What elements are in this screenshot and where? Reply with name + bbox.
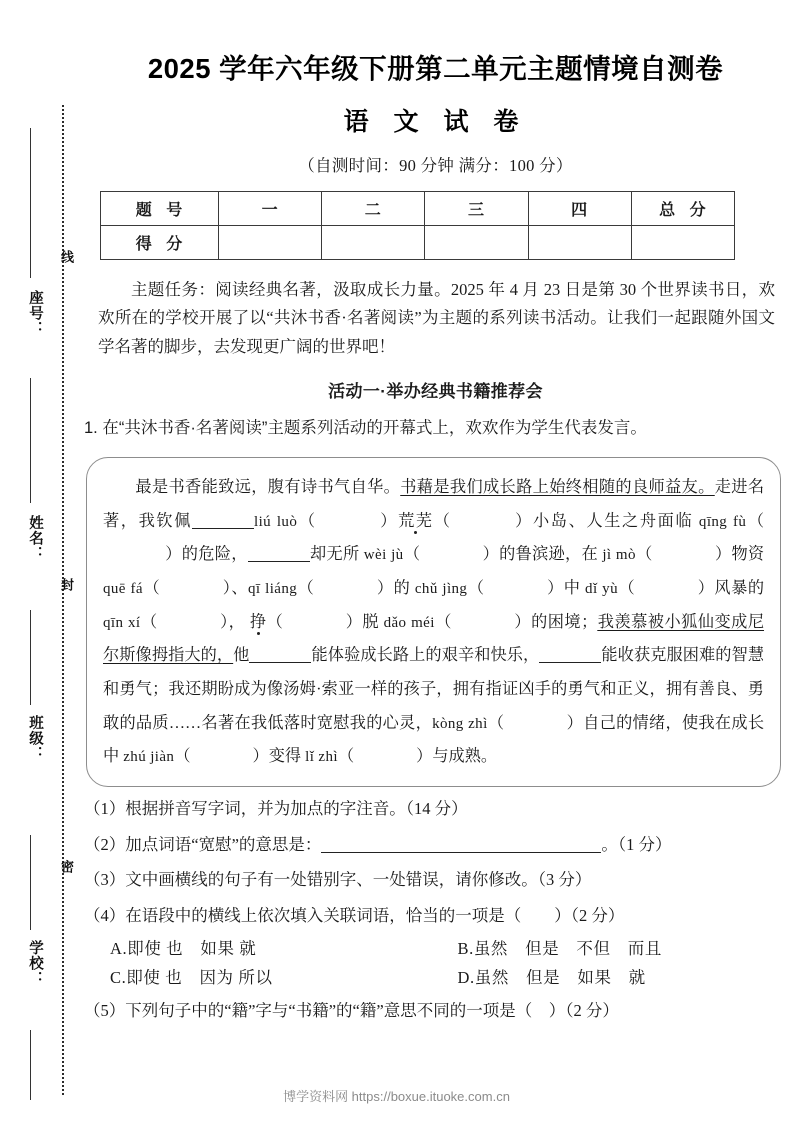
passage-text: 最是书香能致远，腹有诗书气自华。书藉是我们成长路上始终相随的良师益友。走进名著，我钦佩 liú luò（ ）荒芜（ ）小岛、人生之舟面临 qīng fù（）的危险， 却无所 wèi jù（ ）的鲁滨逊，在 jì mò（ ）物资 quē fá（ ）、qī liáng（ ）的 chǔ jìng（ ）中 dǐ yù（ ）风暴的 qīn xí（ ）， 挣（ ）脱 dǎo méi（ ）的困境；我羡慕被小狐仙变成尼尔斯像拇指大的，他 能体验成长路上的艰辛和快乐， 能收获克服困难的智慧和勇气；我还期盼成为像汤姆·索亚一样的孩子，拥有指证凶手的勇气和正义，拥有善良、勇敢的品质……名著在我低落时宽慰我的心灵，kòng zhì（ ）自己的情绪，使我在成长中 zhú jiàn（ ）变得 lǐ zhì（ ）与成熟。: [103, 477, 765, 766]
exam-note: （自测时间：90 分钟 满分：100 分）: [298, 156, 573, 175]
score-cell-2[interactable]: [322, 226, 425, 260]
passage-text-tuo: 脱: [362, 612, 380, 631]
pinyin-liuluo: liú luò: [254, 513, 298, 530]
sub-question-5: （5）下列句子中的“籍”字与“书籍”的“籍”意思不同的一项是（ ）（2 分）: [84, 1000, 619, 1020]
footer-watermark: 博学资料网 https://boxue.ituoke.com.cn: [283, 1089, 510, 1104]
pinyin-lizhi: lǐ zhì: [305, 749, 338, 766]
score-cell-total[interactable]: [631, 226, 734, 260]
score-table: [100, 191, 735, 260]
passage-blank-1[interactable]: [192, 528, 254, 529]
subject-title: 语 文 试 卷: [343, 108, 528, 136]
passage-text-nengshouhuo: 能收获克服困难的智慧和勇气；我还期盼成为像汤姆·索亚一样的孩子，拥有指证凶手的勇气和正义，拥有善良、勇敢的品质……名著在我低落时宽慰我的心灵，: [103, 646, 765, 732]
passage-text-kunjing: 的困境；: [531, 612, 598, 631]
pinyin-chujing: chǔ jìng: [414, 580, 468, 597]
passage-underlined-1: 书藉是我们成长路上始终相随的良师益友。: [400, 477, 715, 496]
table-row-question-numbers: [101, 192, 735, 226]
sub-question-3: （3）文中画横线的句子有一处错别字、一处错误，请你修改。（3 分）: [84, 870, 592, 890]
score-table-col-4: 四: [528, 192, 631, 226]
passage-box: [86, 457, 781, 787]
passage-blank-3[interactable]: [249, 662, 311, 663]
pinyin-jimo: jì mò: [602, 547, 636, 564]
pinyin-kongzhi: kòng zhì: [432, 715, 488, 732]
seal-char-feng: 封: [59, 578, 74, 591]
seal-rule-1: [30, 128, 31, 278]
score-table-label-question: 题 号: [101, 192, 219, 226]
seal-char-xian: 线: [59, 250, 74, 263]
score-table-label-score: 得 分: [101, 226, 219, 260]
option-b[interactable]: B.虽然 但是 不但 而且: [457, 938, 662, 958]
page-title: 2025 学年六年级下册第二单元主题情境自测卷: [147, 53, 724, 84]
passage-sentence-3: 走进名著，我钦佩: [103, 477, 765, 530]
pinyin-quefa: quē fá: [103, 580, 143, 597]
sub-question-4: （4）在语段中的横线上依次填入关联词语，恰当的一项是（ ）（2 分）: [84, 906, 625, 926]
passage-text-ziji: 自己的情绪，使我在成长中: [103, 713, 765, 766]
passage-text-xiaodao: 小岛、人生之舟面临: [532, 511, 694, 530]
seal-rule-2: [30, 378, 31, 503]
pinyin-qinxi: qīn xí: [103, 614, 141, 631]
score-table-col-total: 总 分: [631, 192, 734, 226]
passage-text-lubinxun: 的鲁滨逊，在: [499, 545, 598, 564]
passage-sentence-1: 最是书香能致远，腹有诗书气自华。: [135, 477, 401, 496]
passage-text-de-1: 的: [393, 578, 411, 597]
passage-text-nengtiyan: 能体验成长路上的艰辛和快乐，: [311, 646, 540, 665]
pinyin-qingfu: qīng fù: [698, 513, 747, 530]
score-cell-4[interactable]: [528, 226, 631, 260]
passage-text-ta: 他: [233, 646, 250, 665]
exam-sheet: [78, 0, 793, 1122]
activity-heading: 活动一·举办经典书籍推荐会: [328, 382, 543, 402]
seal-line-margin: [0, 0, 78, 1122]
pinyin-qiliang: qī liáng: [248, 580, 298, 597]
sub-question-2: [84, 832, 779, 859]
score-cell-1[interactable]: [219, 226, 322, 260]
passage-blank-2[interactable]: [248, 561, 310, 562]
passage-text-biande: 变得: [268, 747, 302, 766]
score-table-col-2: 二: [322, 192, 425, 226]
seal-char-mi: 密: [59, 860, 74, 873]
pinyin-weiju: wèi jù: [363, 547, 404, 564]
dotted-word-huangwu: 荒芜: [398, 511, 434, 530]
question-1-stem: 1. 在“共沐书香·名著阅读”主题系列活动的开幕式上，欢欢作为学生代表发言。: [84, 419, 647, 438]
score-table-col-1: 一: [219, 192, 322, 226]
passage-text-weixian: 的危险，: [181, 545, 248, 564]
option-row-ab: [84, 935, 779, 959]
option-row-cd: [84, 964, 779, 988]
dotted-word-zheng: 挣: [249, 612, 267, 631]
seal-rule-4: [30, 835, 31, 930]
passage-text-fengbao: 风暴的: [714, 578, 765, 597]
pinyin-diyu: dǐ yù: [585, 580, 618, 597]
sub-question-2-answer-line[interactable]: [321, 852, 601, 853]
pinyin-daomei: dǎo méi: [383, 614, 435, 631]
sub-question-2-prefix: （2）加点词语“宽慰”的意思是：: [84, 834, 322, 854]
score-cell-3[interactable]: [425, 226, 528, 260]
pinyin-zhujian: zhú jiàn: [123, 749, 175, 766]
seal-field-school: 学校：: [27, 940, 43, 987]
passage-text-zhong: 中: [563, 578, 581, 597]
sub-question-2-suffix: 。（1 分）: [601, 834, 672, 854]
seal-field-class: 班级：: [27, 715, 43, 762]
seal-field-seat-number: 座号：: [27, 290, 43, 337]
seal-rule-3: [30, 610, 31, 705]
option-a[interactable]: A.即使 也 如果 就: [110, 938, 257, 958]
seal-field-name: 姓名：: [27, 515, 43, 562]
option-c[interactable]: C.即使 也 因为 所以: [110, 967, 273, 987]
passage-text-yuchengshu: 与成熟。: [432, 747, 498, 766]
task-intro-paragraph: 主题任务：阅读经典名著，汲取成长力量。2025 年 4 月 23 日是第 30 个世界读书日，欢欢所在的学校开展了以“共沐书香·名著阅读”为主题的系列读书活动。让我们一起跟随外国文学名著的脚步，去发现更广阔的世界吧！: [98, 280, 775, 356]
passage-blank-4[interactable]: [539, 662, 601, 663]
table-row-scores: [101, 226, 735, 260]
passage-text-queweisuo: 却无所: [309, 545, 360, 564]
score-table-col-3: 三: [425, 192, 528, 226]
passage-text-wuzi: 物资: [731, 545, 765, 564]
passage-underlined-2: 我羡慕被小狐仙变成尼尔斯像拇指大的，: [103, 612, 765, 665]
sub-question-1: （1）根据拼音写字词，并为加点的字注音。（14 分）: [84, 799, 468, 819]
option-d[interactable]: D.虽然 但是 如果 就: [457, 967, 646, 987]
